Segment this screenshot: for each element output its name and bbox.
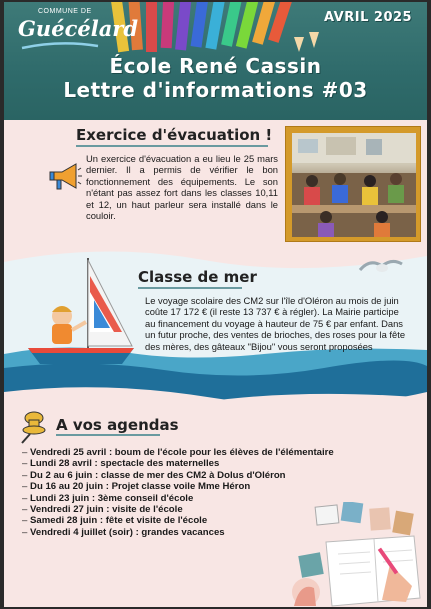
agenda-item: – Lundi 28 avril : spectacle des maternelles (22, 458, 334, 469)
commune-logo-text: Guécélard (18, 16, 139, 41)
agenda-item: – Du 2 au 6 juin : classe de mer des CM2 à Dolus d'Oléron (22, 470, 334, 481)
issue-date: AVRIL 2025 (324, 10, 413, 25)
sailboat-child-illustration (18, 252, 138, 372)
newsletter-page (4, 2, 427, 607)
pushpin-icon (18, 410, 46, 444)
heading-underline (76, 145, 268, 147)
heading-underline (56, 434, 160, 436)
agenda-item: – Vendredi 4 juillet (soir) : grandes vacances (22, 527, 334, 538)
megaphone-icon (48, 162, 82, 192)
evacuation-text: Un exercice d'évacuation a eu lieu le 25 mars dernier. Il a permis de vérifier le bon fonctionnement des équipements. Le son n'étant pas assez fort dans les classes 10,11 et 12, un haut parleur sera installé dans le couloir. (86, 153, 278, 222)
header-banner (4, 2, 427, 120)
heading-underline (138, 287, 242, 289)
agenda-item: – Vendredi 27 juin : visite de l'école (22, 504, 334, 515)
agenda-item: – Samedi 28 juin : fête et visite de l'école (22, 515, 334, 526)
sea-class-text: Le voyage scolaire des CM2 sur l'île d'Oléron au mois de juin coûte 17 172 € (il reste 13 737 € à régler). La Mairie participe au financement du voyage à hauteur de 75 € par enfant. Dans un futur proche, des ventes de brioches, des roses pour la fête des mères, des gâteaux "Bijou" vous seront proposées (145, 295, 406, 352)
sea-class-heading: Classe de mer (138, 268, 257, 286)
logo-caption: COMMUNE DE (38, 8, 92, 15)
newsletter-title: Lettre d'informations #03 (63, 78, 368, 102)
seagull-icon (356, 252, 406, 282)
notebook-hand-illustration (286, 502, 426, 607)
agenda-item: – Du 16 au 20 juin : Projet classe voile Mme Héron (22, 481, 334, 492)
agenda-item: – Vendredi 25 avril : boum de l'école pour les élèves de l'élémentaire (22, 447, 334, 458)
classroom-photo-image (292, 133, 416, 237)
agenda-item: – Lundi 23 juin : 3ème conseil d'école (22, 493, 334, 504)
classroom-photo (285, 126, 421, 242)
logo-swoosh-icon (20, 42, 100, 50)
school-name: École René Cassin (109, 54, 322, 78)
agenda-heading: A vos agendas (56, 416, 179, 434)
evacuation-heading: Exercice d'évacuation ! (76, 126, 273, 144)
